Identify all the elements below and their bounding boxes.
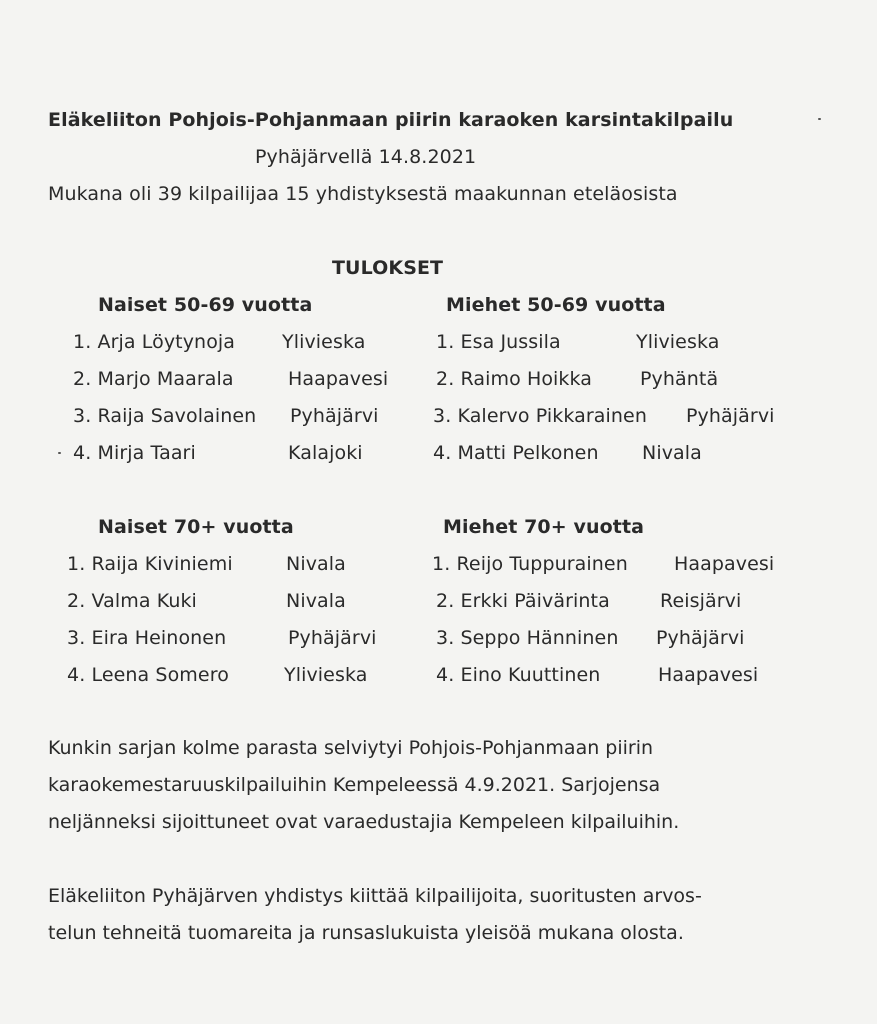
- entry-name: 1. Reijo Tuppurainen: [432, 553, 628, 575]
- entry-name: 2. Valma Kuki: [67, 590, 197, 612]
- entry-place: Pyhäjärvi: [288, 627, 377, 649]
- scan-speck: [818, 118, 821, 120]
- entry-place: Kalajoki: [288, 442, 363, 464]
- entry-place: Ylivieska: [284, 664, 368, 686]
- entry-name: 4. Leena Somero: [67, 664, 229, 686]
- entry-name: 2. Erkki Päivärinta: [436, 590, 610, 612]
- entry-place: Haapavesi: [288, 368, 389, 390]
- entry-name: 4. Matti Pelkonen: [433, 442, 599, 464]
- entry-place: Ylivieska: [282, 331, 366, 353]
- group-title: Miehet 70+ vuotta: [443, 516, 645, 538]
- entry-place: Haapavesi: [658, 664, 759, 686]
- paragraph-line: karaokemestaruuskilpailuihin Kempeleessä 4.9.2021. Sarjojensa: [48, 774, 661, 796]
- entry-place: Reisjärvi: [660, 590, 742, 612]
- entry-name: 1. Esa Jussila: [436, 331, 561, 353]
- entry-place: Nivala: [286, 590, 346, 612]
- entry-name: 4. Mirja Taari: [73, 442, 196, 464]
- entry-place: Ylivieska: [636, 331, 720, 353]
- paragraph-line: neljänneksi sijoittuneet ovat varaedustajia Kempeleen kilpailuihin.: [48, 811, 680, 833]
- entry-place: Pyhäjärvi: [290, 405, 379, 427]
- entry-name: 2. Marjo Maarala: [73, 368, 234, 390]
- group-title: Naiset 70+ vuotta: [98, 516, 294, 538]
- entry-name: 2. Raimo Hoikka: [436, 368, 593, 390]
- entry-name: 1. Raija Kiviniemi: [67, 553, 233, 575]
- paragraph-line: telun tehneitä tuomareita ja runsaslukuista yleisöä mukana olosta.: [48, 922, 684, 944]
- paragraph-line: Eläkeliiton Pyhäjärven yhdistys kiittää kilpailijoita, suoritusten arvos-: [48, 885, 702, 907]
- entry-name: 4. Eino Kuuttinen: [436, 664, 601, 686]
- entry-name: 3. Raija Savolainen: [73, 405, 257, 427]
- results-heading: TULOKSET: [332, 257, 444, 279]
- paragraph-line: Kunkin sarjan kolme parasta selviytyi Pohjois-Pohjanmaan piirin: [48, 737, 654, 759]
- group-title: Miehet 50-69 vuotta: [446, 294, 666, 316]
- location-date: Pyhäjärvellä 14.8.2021: [255, 146, 477, 168]
- entry-place: Haapavesi: [674, 553, 775, 575]
- entry-name: 3. Seppo Hänninen: [436, 627, 619, 649]
- document-title: Eläkeliiton Pohjois-Pohjanmaan piirin karaoken karsintakilpailu: [48, 109, 734, 131]
- entry-place: Nivala: [286, 553, 346, 575]
- scan-speck: [58, 452, 61, 454]
- entry-place: Pyhäjärvi: [686, 405, 775, 427]
- entry-name: 1. Arja Löytynoja: [73, 331, 236, 353]
- entry-place: Pyhäjärvi: [656, 627, 745, 649]
- group-title: Naiset 50-69 vuotta: [98, 294, 313, 316]
- entry-name: 3. Eira Heinonen: [67, 627, 227, 649]
- entry-name: 3. Kalervo Pikkarainen: [433, 405, 647, 427]
- participants-line: Mukana oli 39 kilpailijaa 15 yhdistyksestä maakunnan eteläosista: [48, 183, 678, 205]
- entry-place: Pyhäntä: [640, 368, 719, 390]
- entry-place: Nivala: [642, 442, 702, 464]
